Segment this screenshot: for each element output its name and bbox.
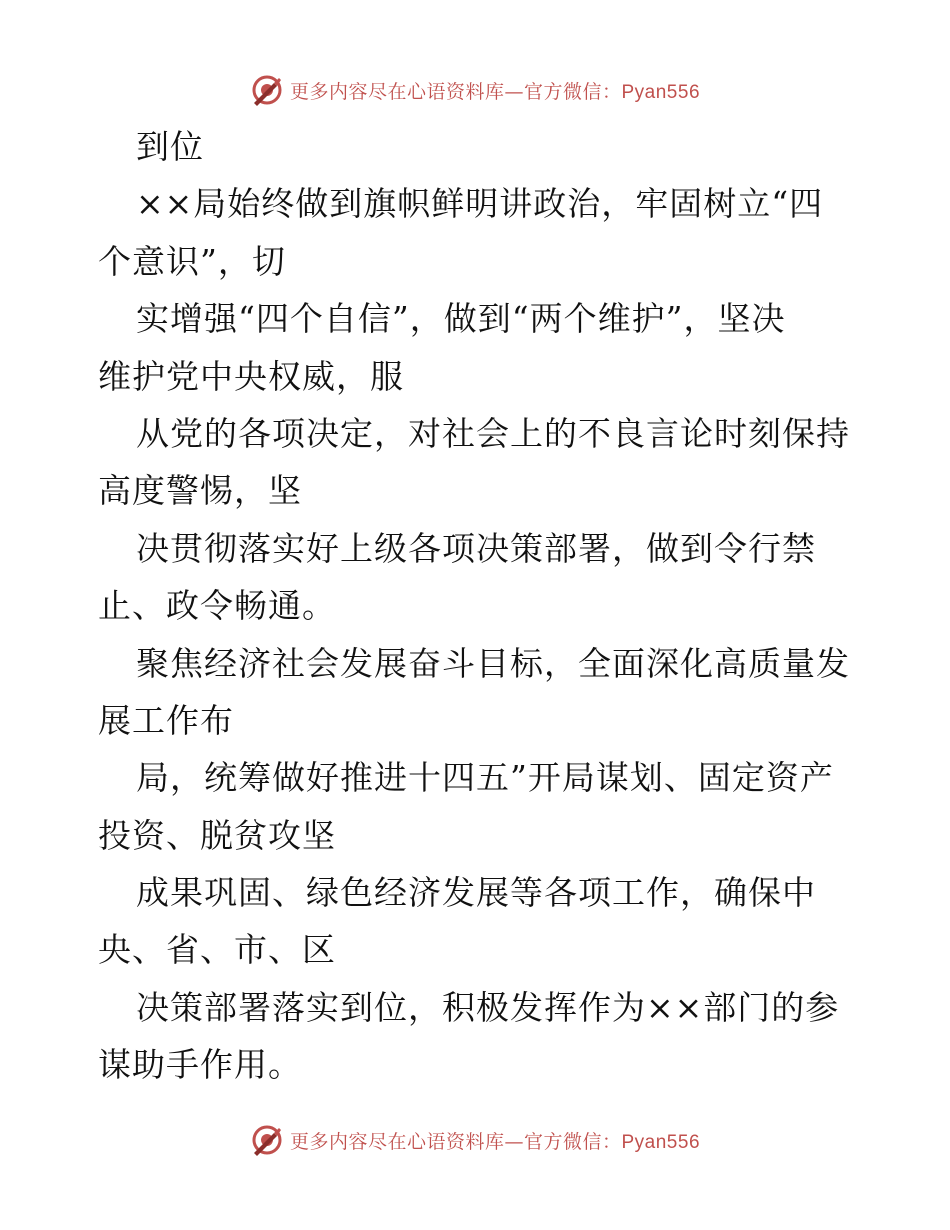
body-line: ××局始终做到旗帜鲜明讲政治，牢固树立“四 <box>136 184 824 224</box>
document-body <box>98 118 858 1094</box>
body-line: 高度警惕，坚 <box>98 471 302 511</box>
header-banner <box>0 70 950 110</box>
footer-banner <box>0 1120 950 1160</box>
body-line: 谋助手作用。 <box>98 1045 302 1085</box>
body-line: 决贯彻落实好上级各项决策部署，做到令行禁 <box>136 528 816 568</box>
header-wechat-id: Pyan556 <box>621 81 701 103</box>
body-line: 投资、脱贫攻坚 <box>98 815 336 855</box>
body-line: 个意识”，切 <box>98 241 286 281</box>
body-line: 维护党中央权威，服 <box>98 356 404 396</box>
body-line: 央、省、市、区 <box>98 930 336 970</box>
body-line: 到位 <box>136 127 204 166</box>
body-line: 成果巩固、绿色经济发展等各项工作，确保中 <box>136 873 816 913</box>
footer-banner-main: 更多内容尽在心语资料库—官方微信： <box>289 1130 622 1153</box>
pen-logo-icon <box>250 73 284 107</box>
header-banner-text <box>290 77 700 104</box>
body-line: 从党的各项决定，对社会上的不良言论时刻保持 <box>136 413 850 453</box>
body-line: 实增强“四个自信”，做到“两个维护”，坚决 <box>136 299 786 339</box>
body-line: 展工作布 <box>98 700 234 740</box>
footer-wechat-id: Pyan556 <box>621 1131 701 1153</box>
body-line: 聚焦经济社会发展奋斗目标，全面深化高质量发 <box>136 643 850 683</box>
body-line: 止、政令畅通。 <box>98 586 336 626</box>
body-line: 局，统筹做好推进十四五”开局谋划、固定资产 <box>136 758 834 798</box>
pen-logo-icon <box>250 1123 284 1157</box>
body-line: 决策部署落实到位，积极发挥作为××部门的参 <box>136 987 840 1027</box>
footer-banner-text <box>290 1127 700 1154</box>
header-banner-main: 更多内容尽在心语资料库—官方微信： <box>289 80 622 103</box>
